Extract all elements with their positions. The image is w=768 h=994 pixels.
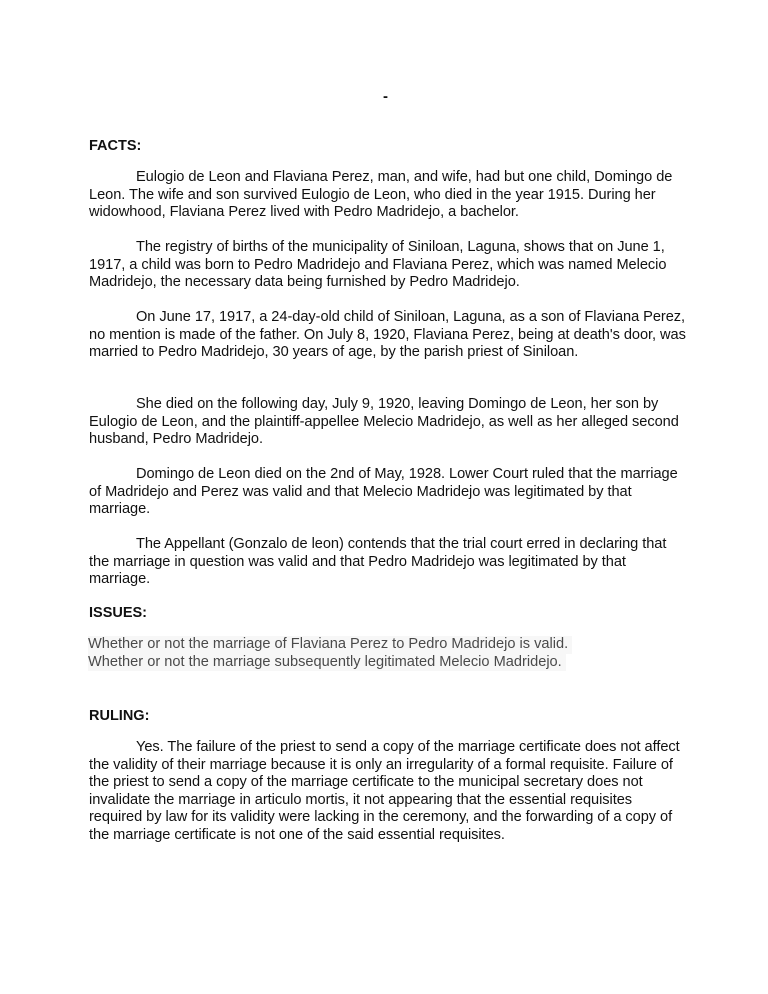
- facts-paragraph-4: She died on the following day, July 9, 1920, leaving Domingo de Leon, her son by Eulogio de Leon, and the plaintiff-appellee Melecio Madridejo, as well as her alleged second husband, Pedro Madridejo.: [89, 396, 679, 448]
- facts-paragraph-1: Eulogio de Leon and Flaviana Perez, man, and wife, had but one child, Domingo de Leon. The wife and son survived Eulogio de Leon, who died in the year 1915. During her widowhood, Flaviana Perez lived with Pedro Madridejo, a bachelor.: [89, 169, 673, 221]
- facts-heading: FACTS:: [89, 138, 142, 154]
- facts-paragraph-2: The registry of births of the municipality of Siniloan, Laguna, shows that on June 1, 1917, a child was born to Pedro Madridejo and Flaviana Perez, which was named Melecio Madridejo, the necessary data being furnished by Pedro Madridejo.: [89, 239, 667, 291]
- facts-paragraph-5: Domingo de Leon died on the 2nd of May, 1928. Lower Court ruled that the marriage of Madridejo and Perez was valid and that Melecio Madridejo was legitimated by that marriage.: [89, 466, 678, 518]
- facts-paragraph-6: The Appellant (Gonzalo de leon) contends that the trial court erred in declaring that the marriage in question was valid and that Pedro Madridejo was legitimated by that marriage.: [89, 536, 667, 588]
- issue-item-2: Whether or not the marriage subsequently legitimated Melecio Madridejo.: [88, 654, 566, 672]
- facts-paragraph-3: On June 17, 1917, a 24-day-old child of Siniloan, Laguna, as a son of Flaviana Perez, no mention is made of the father. On July 8, 1920, Flaviana Perez, being at death's door, was married to Pedro Madridejo, 30 years of age, by the parish priest of Siniloan.: [89, 309, 686, 361]
- issue-item-1: Whether or not the marriage of Flaviana Perez to Pedro Madridejo is valid.: [88, 636, 572, 654]
- ruling-paragraph-1: Yes. The failure of the priest to send a copy of the marriage certificate does not affect the validity of their marriage because it is only an irregularity of a formal requisite. Failure of the priest to send a copy of the marriage certificate to the municipal secretary does not invalidate the marriage in articulo mortis, it not appearing that the essential requisites required by law for its validity were lacking in the ceremony, and the forwarding of a copy of the marriage certificate is not one of the said essential requisites.: [89, 739, 680, 843]
- issues-heading: ISSUES:: [89, 605, 148, 621]
- ruling-heading: RULING:: [89, 708, 150, 724]
- issues-list: [88, 636, 572, 671]
- top-dash-mark: -: [383, 88, 388, 105]
